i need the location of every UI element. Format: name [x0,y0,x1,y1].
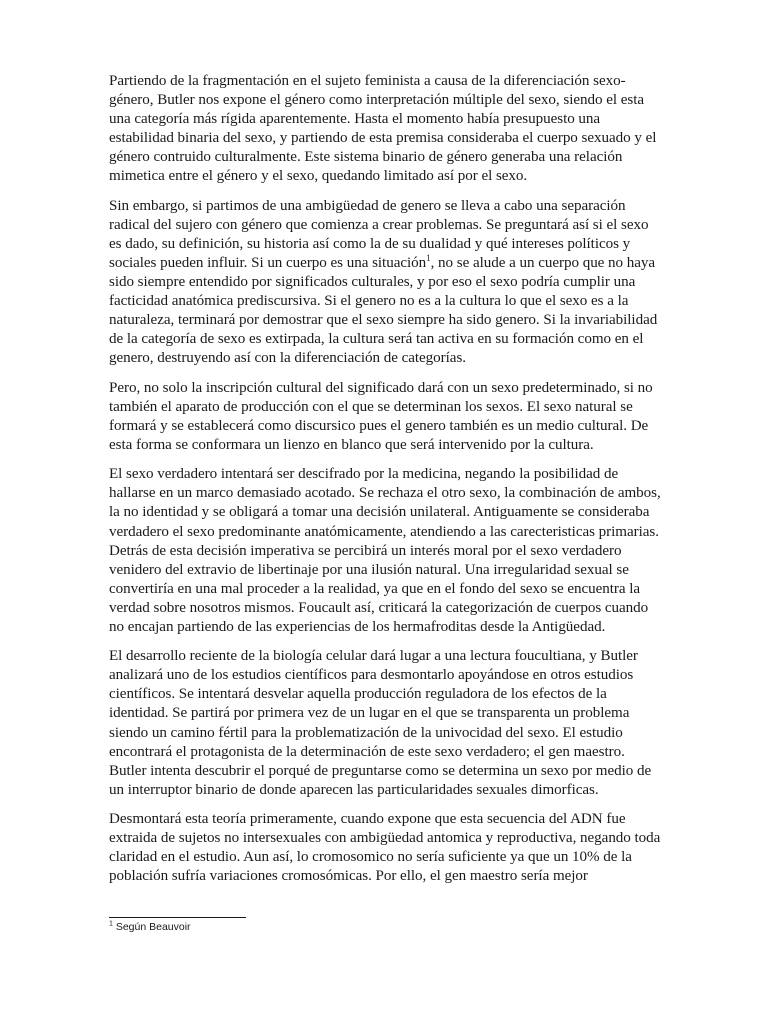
body-text [109,72,662,897]
paragraph-2-text-before: Sin embargo, si partimos de una ambigüedad de genero se lleva a cabo una separación radical del sujero con género que comienza a crear problemas. Se preguntará así si el sexo es dado, su definición, su historia así como la de su dualidad y qué intereses políticos y sociales pueden influir. Si un cuerpo es una situación [109,197,649,271]
paragraph-5: El desarrollo reciente de la biología celular dará lugar a una lectura foucultiana, y Butler analizará uno de los estudios científicos para desmontarlo apoyándose en otros estudios científicos. Se intentará desvelar aquella producción reguladora de los efectos de la identidad. Se partirá por primera vez de un lugar en el que se transparenta un problema siendo un camino fértil para la problematización de la univocidad del sexo. El estudio encontrará el protagonista de la determinación de este sexo verdadero; el gen maestro. Butler intenta descubrir el porqué de preguntarse como se determina un sexo por medio de un interruptor binario de donde aparecen las particularidades sexuales dimorficas. [109,648,652,798]
footnote-reference: 1 [426,252,431,263]
footnote-text: Según Beauvoir [112,921,191,933]
paragraph-2-text-after: , no se alude a un cuerpo que no haya sido siempre entendido por significados culturales, y por eso el sexo podría cumplir una facticidad anatómica prediscursiva. Si el genero no es a la cultura lo que el sexo es a la naturaleza, terminará por demostrar que el sexo siempre ha sido genero. Si la invariabilidad de la categoría de sexo es extirpada, la cultura será tan activa en su formación como en el genero, destruyendo así con la diferenciación de categorías. [109,254,658,367]
footnote-separator [109,917,246,918]
paragraph-6: Desmontará esta teoría primeramente, cuando expone que esta secuencia del ADN fue extraida de sujetos no intersexuales con ambigüedad antomica y reproductiva, negando toda claridad en el estudio. Aun así, lo cromosomico no sería suficiente ya que un 10% de la población sufría variaciones cromosómicas. Por ello, el gen maestro sería mejor [109,811,661,885]
paragraph-1: Partiendo de la fragmentación en el sujeto feminista a causa de la diferenciación sexo-género, Butler nos expone el género como interpretación múltiple del sexo, siendo el esta una categoría más rígida aparentemente. Hasta el momento había presupuesto una estabilidad binaria del sexo, y partiendo de esta premisa consideraba el cuerpo sexuado y el género contruido culturalmente. Este sistema binario de género generaba una relación mimetica entre el género y el sexo, quedando limitado así por el sexo. [109,73,657,185]
footnote [109,920,191,934]
paragraph-3: Pero, no solo la inscripción cultural del significado dará con un sexo predeterminado, si no también el aparato de producción con el que se determinan los sexos. El sexo natural se formará y se establecerá como discursico pues el genero también es un medio cultural. De esta forma se conformara un lienzo en blanco que será intervenido por la cultura. [109,379,653,453]
footnote-marker: 1 [109,920,113,928]
paragraph-2 [109,197,662,368]
paragraph-4: El sexo verdadero intentará ser descifrado por la medicina, negando la posibilidad de hallarse en un marco demasiado acotado. Se rechaza el otro sexo, la combinación de ambos, la no identidad y se obligará a tomar una decisión unilateral. Antiguamente se consideraba verdadero el sexo predominante anatómicamente, atendiendo a las carecteristicas primarias. Detrás de esta decisión imperativa se percibirá un interés moral por el sexo verdadero venidero del extravio de libertinaje por una ilusión natural. Una irregularidad sexual se convertiría en una mal proceder a la realidad, ya que en el fondo del sexo se encuentra la verdad sobre nosotros mismos. Foucault así, criticará la categorización de cuerpos cuando no encajan partiendo de las experiencias de los hermafroditas desde la Antigüedad. [109,466,661,635]
